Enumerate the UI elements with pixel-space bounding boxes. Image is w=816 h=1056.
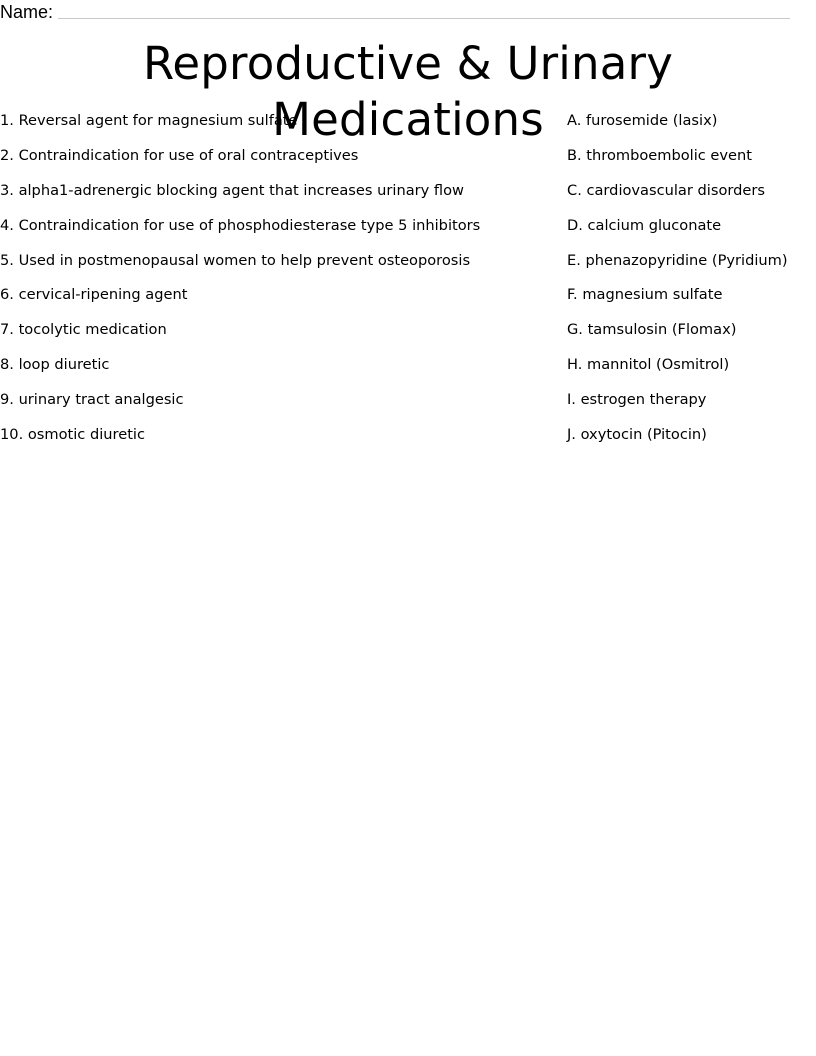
name-row [0,0,790,22]
question-item: 9. urinary tract analgesic [0,391,184,409]
answer-item: F. magnesium sulfate [567,286,723,304]
page-title: Reproductive & Urinary Medications [142,37,674,146]
answers-column [567,111,807,460]
question-item: 8. loop diuretic [0,356,110,374]
question-item: 3. alpha1-adrenergic blocking agent that increases urinary flow [0,181,464,199]
answer-item: J. oxytocin (Pitocin) [567,426,707,444]
answer-item: E. phenazopyridine (Pyridium) [567,251,788,269]
answer-item: G. tamsulosin (Flomax) [567,321,737,339]
answer-item: A. furosemide (lasix) [567,112,718,129]
answer-item: B. thromboembolic event [567,146,753,164]
questions-column [0,111,540,460]
answer-item: I. estrogen therapy [567,391,707,409]
answer-item: H. mannitol (Osmitrol) [567,356,730,374]
question-item: 10. osmotic diuretic [0,426,145,444]
question-item: 5. Used in postmenopausal women to help prevent osteoporosis [0,251,471,269]
question-item: 6. cervical-ripening agent [0,286,188,304]
answer-item: D. calcium gluconate [567,216,722,234]
answer-item: C. cardiovascular disorders [567,181,765,199]
question-item: 4. Contraindication for use of phosphodiesterase type 5 inhibitors [0,216,481,234]
name-label: Name: [0,2,54,22]
question-item: 7. tocolytic medication [0,321,167,339]
question-item: 1. Reversal agent for magnesium sulfate [0,112,298,129]
question-item: 2. Contraindication for use of oral contraceptives [0,146,359,164]
name-underline[interactable] [58,18,790,19]
